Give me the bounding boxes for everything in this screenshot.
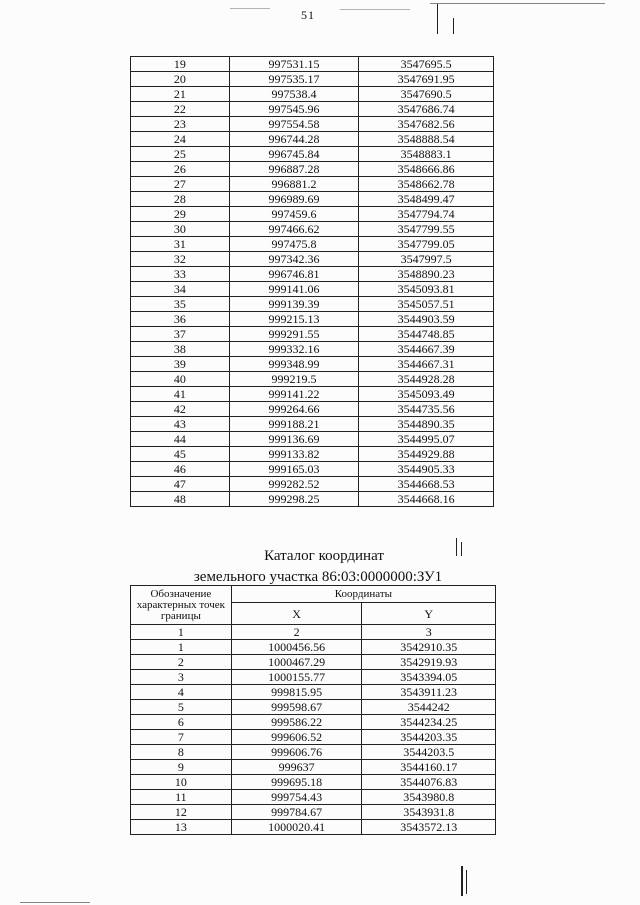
point-number-cell: 6 [131, 715, 232, 730]
x-coordinate-cell: 999282.52 [229, 477, 359, 492]
x-coordinate-cell: 999332.16 [229, 342, 359, 357]
point-number-cell: 34 [131, 282, 230, 297]
point-number-cell: 20 [131, 72, 230, 87]
coordinates-table-continued [130, 56, 494, 507]
header-x: X [231, 603, 362, 625]
y-coordinate-cell: 3547686.74 [359, 102, 494, 117]
table-row [131, 805, 496, 820]
table-row [131, 760, 496, 775]
x-coordinate-cell: 999606.76 [231, 745, 362, 760]
y-coordinate-cell: 3547682.56 [359, 117, 494, 132]
x-coordinate-cell: 997535.17 [229, 72, 359, 87]
table-row [131, 492, 494, 507]
x-coordinate-cell: 999815.95 [231, 685, 362, 700]
point-number-cell: 12 [131, 805, 232, 820]
y-coordinate-cell: 3547997.5 [359, 252, 494, 267]
point-number-cell: 41 [131, 387, 230, 402]
scan-edge-line [453, 18, 454, 34]
point-number-cell: 7 [131, 730, 232, 745]
point-number-cell: 9 [131, 760, 232, 775]
x-coordinate-cell: 999219.5 [229, 372, 359, 387]
y-coordinate-cell: 3544928.28 [359, 372, 494, 387]
table-row [131, 432, 494, 447]
point-number-cell: 38 [131, 342, 230, 357]
x-coordinate-cell: 997475.8 [229, 237, 359, 252]
point-number-cell: 31 [131, 237, 230, 252]
y-coordinate-cell: 3544076.83 [362, 775, 496, 790]
table-row [131, 192, 494, 207]
y-coordinate-cell: 3544668.16 [359, 492, 494, 507]
point-number-cell: 42 [131, 402, 230, 417]
point-number-cell: 44 [131, 432, 230, 447]
x-coordinate-cell: 999165.03 [229, 462, 359, 477]
header-column-number: 1 [131, 625, 232, 640]
y-coordinate-cell: 3548666.86 [359, 162, 494, 177]
x-coordinate-cell: 999298.25 [229, 492, 359, 507]
point-number-cell: 24 [131, 132, 230, 147]
table-row [131, 462, 494, 477]
point-number-cell: 2 [131, 655, 232, 670]
y-coordinate-cell: 3547690.5 [359, 87, 494, 102]
table-row [131, 72, 494, 87]
y-coordinate-cell: 3543980.8 [362, 790, 496, 805]
point-number-cell: 47 [131, 477, 230, 492]
scan-edge-line [461, 866, 463, 896]
x-coordinate-cell: 999136.69 [229, 432, 359, 447]
point-number-cell: 1 [131, 640, 232, 655]
point-number-cell: 43 [131, 417, 230, 432]
point-number-cell: 5 [131, 700, 232, 715]
x-coordinate-cell: 999598.67 [231, 700, 362, 715]
point-number-cell: 35 [131, 297, 230, 312]
point-number-cell: 8 [131, 745, 232, 760]
point-number-cell: 13 [131, 820, 232, 835]
x-coordinate-cell: 999215.13 [229, 312, 359, 327]
table-row [131, 372, 494, 387]
table-row [131, 477, 494, 492]
table-row [131, 117, 494, 132]
point-number-cell: 21 [131, 87, 230, 102]
point-number-cell: 11 [131, 790, 232, 805]
point-number-cell: 37 [131, 327, 230, 342]
y-coordinate-cell: 3544890.35 [359, 417, 494, 432]
point-number-cell: 23 [131, 117, 230, 132]
y-coordinate-cell: 3548890.23 [359, 267, 494, 282]
point-number-cell: 29 [131, 207, 230, 222]
y-coordinate-cell: 3544242 [362, 700, 496, 715]
scan-edge-line [437, 4, 438, 34]
point-number-cell: 45 [131, 447, 230, 462]
table-row [131, 57, 494, 72]
x-coordinate-cell: 999586.22 [231, 715, 362, 730]
x-coordinate-cell: 999264.66 [229, 402, 359, 417]
table-row [131, 282, 494, 297]
point-number-cell: 28 [131, 192, 230, 207]
y-coordinate-cell: 3547695.5 [359, 57, 494, 72]
x-coordinate-cell: 997531.15 [229, 57, 359, 72]
y-coordinate-cell: 3547799.55 [359, 222, 494, 237]
y-coordinate-cell: 3543572.13 [362, 820, 496, 835]
table-row [131, 342, 494, 357]
x-coordinate-cell: 999188.21 [229, 417, 359, 432]
x-coordinate-cell: 999141.22 [229, 387, 359, 402]
point-number-cell: 46 [131, 462, 230, 477]
header-coordinates: Координаты [231, 586, 495, 603]
table-row [131, 102, 494, 117]
table-row [131, 327, 494, 342]
table-row [131, 417, 494, 432]
y-coordinate-cell: 3542910.35 [362, 640, 496, 655]
y-coordinate-cell: 3542919.93 [362, 655, 496, 670]
catalog-title: Каталог координат [264, 548, 384, 564]
y-coordinate-cell: 3544203.5 [362, 745, 496, 760]
y-coordinate-cell: 3544160.17 [362, 760, 496, 775]
x-coordinate-cell: 997342.36 [229, 252, 359, 267]
scan-noise [230, 8, 270, 9]
table-row [131, 147, 494, 162]
table-row [131, 387, 494, 402]
y-coordinate-cell: 3547794.74 [359, 207, 494, 222]
scan-edge-line [461, 542, 462, 556]
scan-edge-line [456, 538, 457, 556]
y-coordinate-cell: 3543911.23 [362, 685, 496, 700]
y-coordinate-cell: 3544667.31 [359, 357, 494, 372]
x-coordinate-cell: 997545.96 [229, 102, 359, 117]
table-row [131, 685, 496, 700]
table-row [131, 162, 494, 177]
header-points-label: Обозначение характерных точек границы [131, 586, 232, 625]
y-coordinate-cell: 3548662.78 [359, 177, 494, 192]
table-row [131, 670, 496, 685]
table-row [131, 267, 494, 282]
table-row [131, 357, 494, 372]
y-coordinate-cell: 3544735.56 [359, 402, 494, 417]
x-coordinate-cell: 997538.4 [229, 87, 359, 102]
scan-edge-line [466, 870, 467, 894]
table-row [131, 237, 494, 252]
y-coordinate-cell: 3547691.95 [359, 72, 494, 87]
x-coordinate-cell: 996744.28 [229, 132, 359, 147]
point-number-cell: 33 [131, 267, 230, 282]
x-coordinate-cell: 999695.18 [231, 775, 362, 790]
table-row [131, 640, 496, 655]
table-row [131, 87, 494, 102]
table-row [131, 252, 494, 267]
point-number-cell: 26 [131, 162, 230, 177]
catalog-subtitle: земельного участка 86:03:0000000:ЗУ1 [193, 569, 443, 585]
point-number-cell: 32 [131, 252, 230, 267]
catalog-coordinates-table [130, 585, 496, 835]
x-coordinate-cell: 999133.82 [229, 447, 359, 462]
table-row [131, 312, 494, 327]
y-coordinate-cell: 3543931.8 [362, 805, 496, 820]
table-row [131, 297, 494, 312]
y-coordinate-cell: 3544234.25 [362, 715, 496, 730]
x-coordinate-cell: 997466.62 [229, 222, 359, 237]
header-column-number: 3 [362, 625, 496, 640]
table-row [131, 745, 496, 760]
y-coordinate-cell: 3545093.49 [359, 387, 494, 402]
x-coordinate-cell: 996745.84 [229, 147, 359, 162]
x-coordinate-cell: 999784.67 [231, 805, 362, 820]
point-number-cell: 10 [131, 775, 232, 790]
y-coordinate-cell: 3548499.47 [359, 192, 494, 207]
y-coordinate-cell: 3544929.88 [359, 447, 494, 462]
header-y: Y [362, 603, 496, 625]
point-number-cell: 27 [131, 177, 230, 192]
y-coordinate-cell: 3544905.33 [359, 462, 494, 477]
table-row [131, 207, 494, 222]
table-row [131, 730, 496, 745]
y-coordinate-cell: 3544667.39 [359, 342, 494, 357]
table-row [131, 132, 494, 147]
table-row [131, 177, 494, 192]
table-row [131, 775, 496, 790]
y-coordinate-cell: 3544995.07 [359, 432, 494, 447]
x-coordinate-cell: 999348.99 [229, 357, 359, 372]
table-row [131, 715, 496, 730]
y-coordinate-cell: 3548883.1 [359, 147, 494, 162]
scan-noise [340, 9, 410, 10]
table-row [131, 447, 494, 462]
table-row [131, 222, 494, 237]
table-row [131, 700, 496, 715]
y-coordinate-cell: 3547799.05 [359, 237, 494, 252]
point-number-cell: 4 [131, 685, 232, 700]
x-coordinate-cell: 1000467.29 [231, 655, 362, 670]
y-coordinate-cell: 3548888.54 [359, 132, 494, 147]
x-coordinate-cell: 1000456.56 [231, 640, 362, 655]
table-row [131, 655, 496, 670]
y-coordinate-cell: 3545057.51 [359, 297, 494, 312]
x-coordinate-cell: 996881.2 [229, 177, 359, 192]
point-number-cell: 48 [131, 492, 230, 507]
y-coordinate-cell: 3544903.59 [359, 312, 494, 327]
point-number-cell: 19 [131, 57, 230, 72]
point-number-cell: 3 [131, 670, 232, 685]
page-number: 51 [301, 8, 315, 22]
x-coordinate-cell: 997459.6 [229, 207, 359, 222]
point-number-cell: 36 [131, 312, 230, 327]
y-coordinate-cell: 3544203.35 [362, 730, 496, 745]
x-coordinate-cell: 999606.52 [231, 730, 362, 745]
x-coordinate-cell: 996746.81 [229, 267, 359, 282]
x-coordinate-cell: 1000020.41 [231, 820, 362, 835]
x-coordinate-cell: 996989.69 [229, 192, 359, 207]
table-row [131, 790, 496, 805]
y-coordinate-cell: 3543394.05 [362, 670, 496, 685]
point-number-cell: 22 [131, 102, 230, 117]
x-coordinate-cell: 1000155.77 [231, 670, 362, 685]
scan-noise [430, 3, 605, 4]
table-row [131, 820, 496, 835]
scan-noise [20, 902, 90, 903]
point-number-cell: 25 [131, 147, 230, 162]
point-number-cell: 40 [131, 372, 230, 387]
x-coordinate-cell: 996887.28 [229, 162, 359, 177]
x-coordinate-cell: 999754.43 [231, 790, 362, 805]
x-coordinate-cell: 999637 [231, 760, 362, 775]
y-coordinate-cell: 3544748.85 [359, 327, 494, 342]
table-row [131, 402, 494, 417]
x-coordinate-cell: 999291.55 [229, 327, 359, 342]
x-coordinate-cell: 999141.06 [229, 282, 359, 297]
header-column-number: 2 [231, 625, 362, 640]
point-number-cell: 30 [131, 222, 230, 237]
x-coordinate-cell: 997554.58 [229, 117, 359, 132]
x-coordinate-cell: 999139.39 [229, 297, 359, 312]
point-number-cell: 39 [131, 357, 230, 372]
y-coordinate-cell: 3545093.81 [359, 282, 494, 297]
coordinates-table-body [131, 57, 494, 507]
catalog-table-body [131, 640, 496, 835]
y-coordinate-cell: 3544668.53 [359, 477, 494, 492]
